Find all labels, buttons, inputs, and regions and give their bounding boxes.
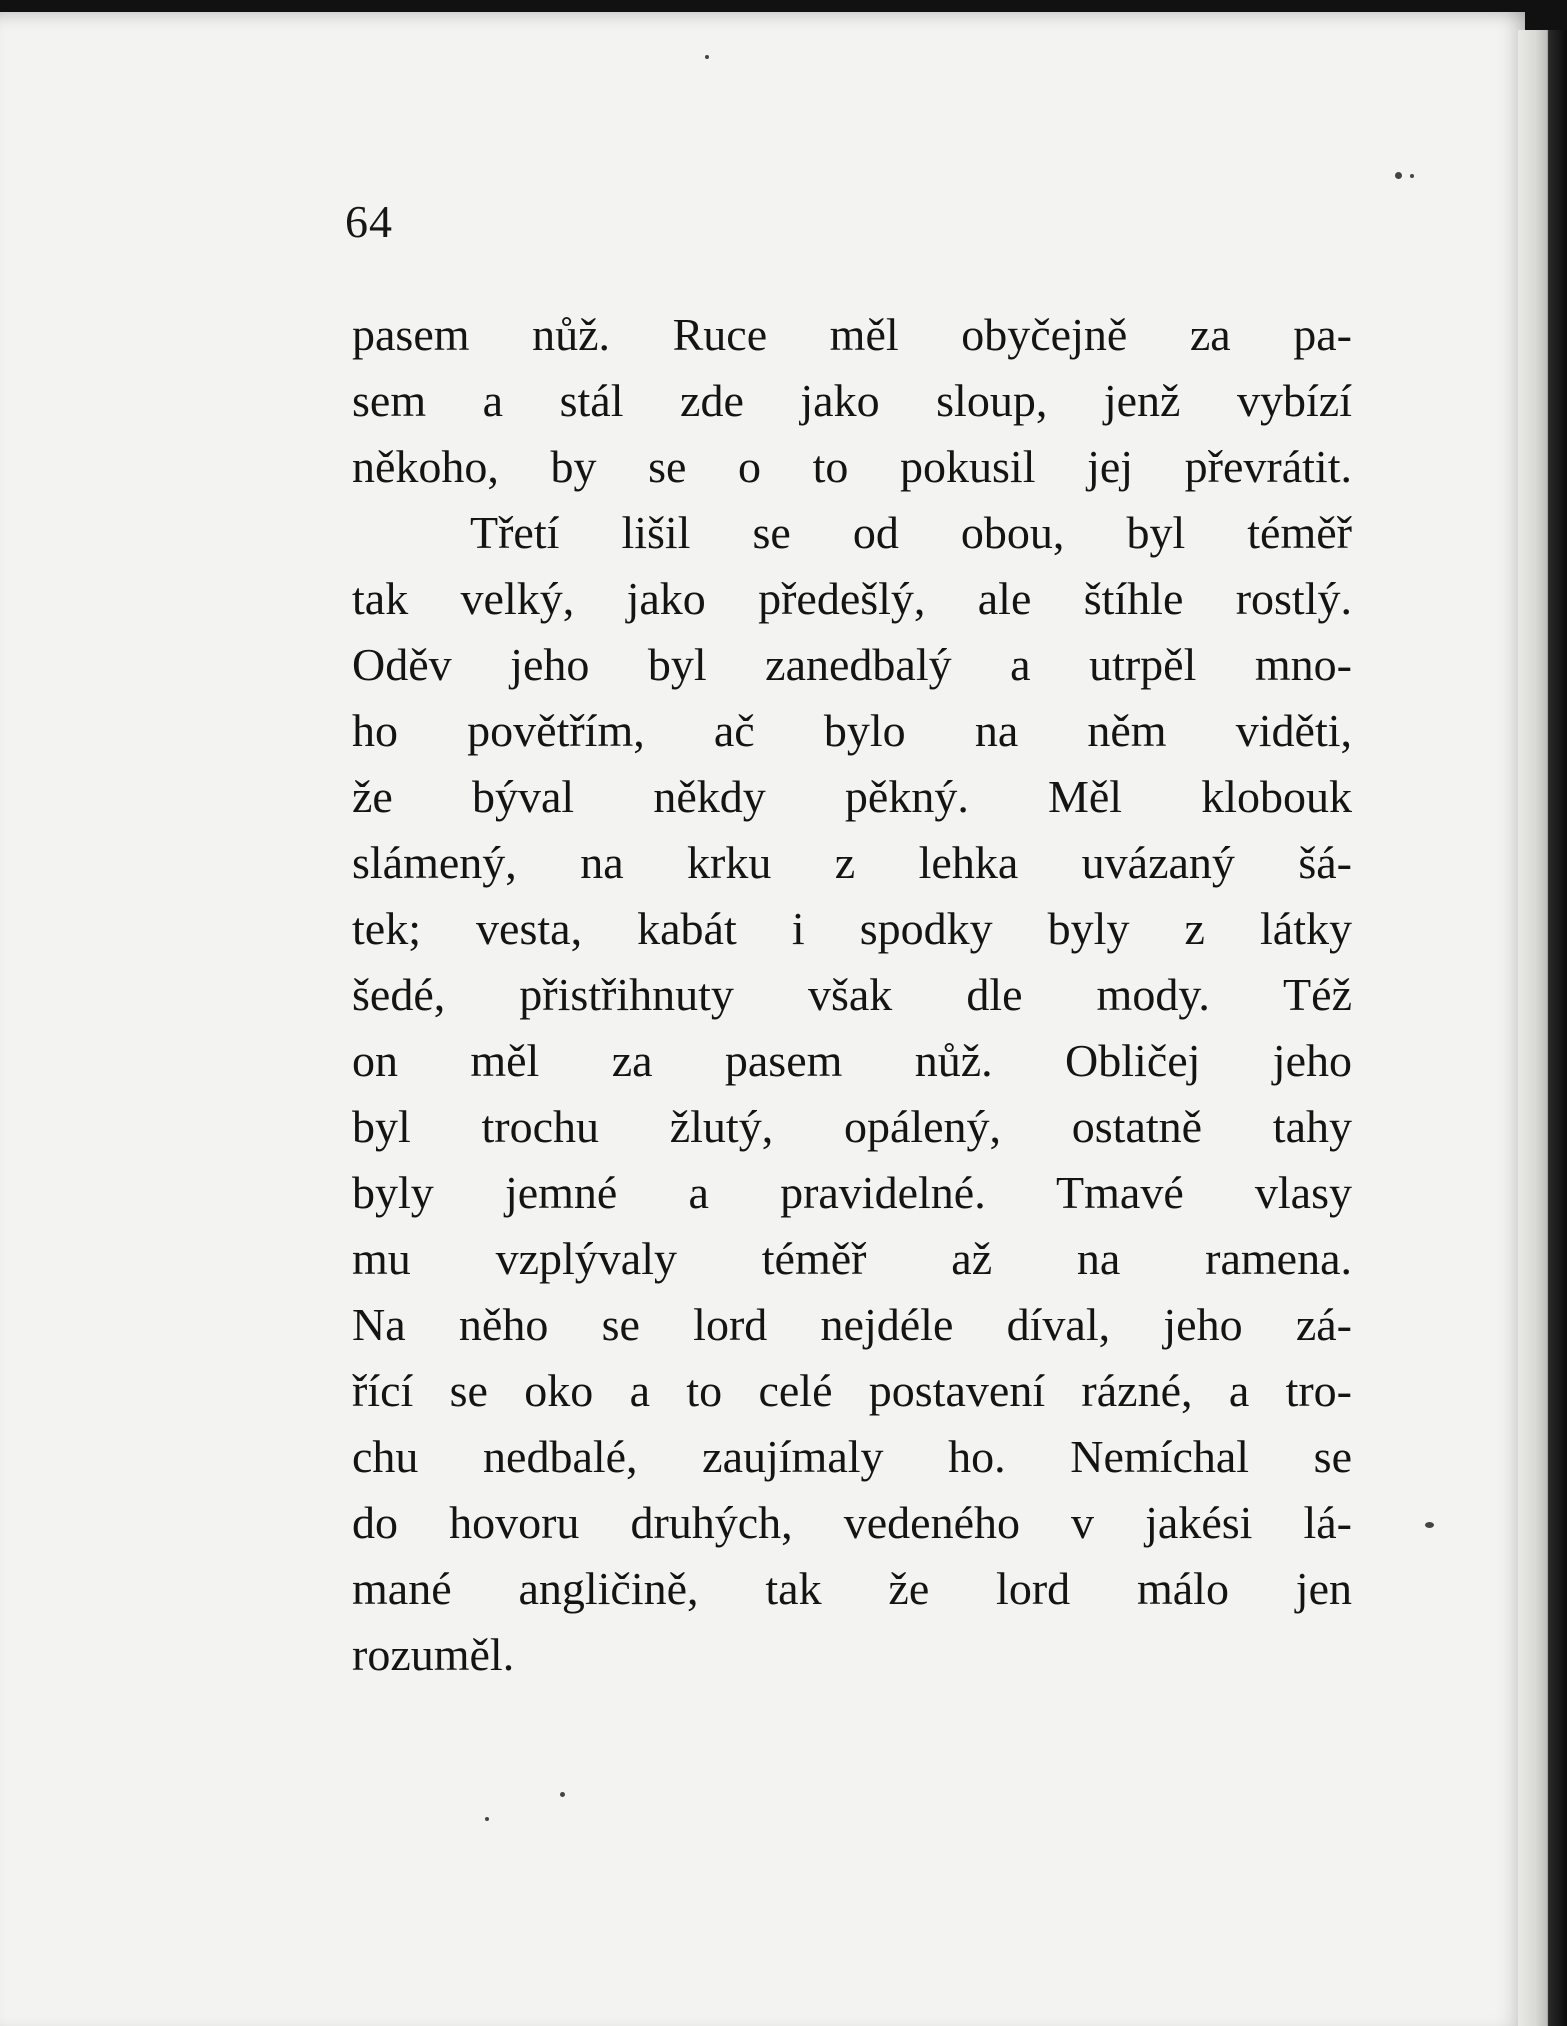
text-line: on měl za pasem nůž. Obličej jeho — [352, 1035, 1352, 1086]
page-number: 64 — [345, 196, 393, 247]
text-line: Oděv jeho byl zanedbalý a utrpěl mno- — [352, 639, 1352, 690]
paper-speck — [1395, 172, 1402, 179]
text-line: Třetí lišil se od obou, byl téměř — [470, 507, 1352, 558]
paper-speck — [1425, 1522, 1434, 1528]
text-line: mané angličině, tak že lord málo jen — [352, 1563, 1352, 1614]
book-page — [0, 12, 1525, 2026]
paper-speck — [485, 1817, 489, 1821]
text-line: ho povětřím, ač bylo na něm viděti, — [352, 705, 1352, 756]
text-line: že býval někdy pěkný. Měl klobouk — [352, 771, 1352, 822]
text-line: byly jemné a pravidelné. Tmavé vlasy — [352, 1167, 1352, 1218]
text-line: tak velký, jako předešlý, ale štíhle rostlý. — [352, 573, 1352, 624]
paper-speck — [1410, 174, 1414, 178]
text-line: tek; vesta, kabát i spodky byly z látky — [352, 903, 1352, 954]
text-line: pasem nůž. Ruce měl obyčejně za pa- — [352, 309, 1352, 360]
text-line: rozuměl. — [352, 1629, 515, 1680]
paper-speck — [560, 1792, 565, 1797]
text-line: do hovoru druhých, vedeného v jakési lá- — [352, 1497, 1352, 1548]
page-binding-edge — [1518, 30, 1567, 2026]
text-line: mu vzplývaly téměř až na ramena. — [352, 1233, 1352, 1284]
paper-speck — [705, 55, 709, 59]
text-line: šedé, přistřihnuty však dle mody. Též — [352, 969, 1352, 1020]
text-line: někoho, by se o to pokusil jej převrátit. — [352, 441, 1352, 492]
text-line: sem a stál zde jako sloup, jenž vybízí — [352, 375, 1352, 426]
text-line: byl trochu žlutý, opálený, ostatně tahy — [352, 1101, 1352, 1152]
text-line: chu nedbalé, zaujímaly ho. Nemíchal se — [352, 1431, 1352, 1482]
text-line: Na něho se lord nejdéle díval, jeho zá- — [352, 1299, 1352, 1350]
text-line: slámený, na krku z lehka uvázaný šá- — [352, 837, 1352, 888]
text-line: řící se oko a to celé postavení rázné, a tro- — [352, 1365, 1352, 1416]
page-body-text — [352, 302, 1352, 1688]
